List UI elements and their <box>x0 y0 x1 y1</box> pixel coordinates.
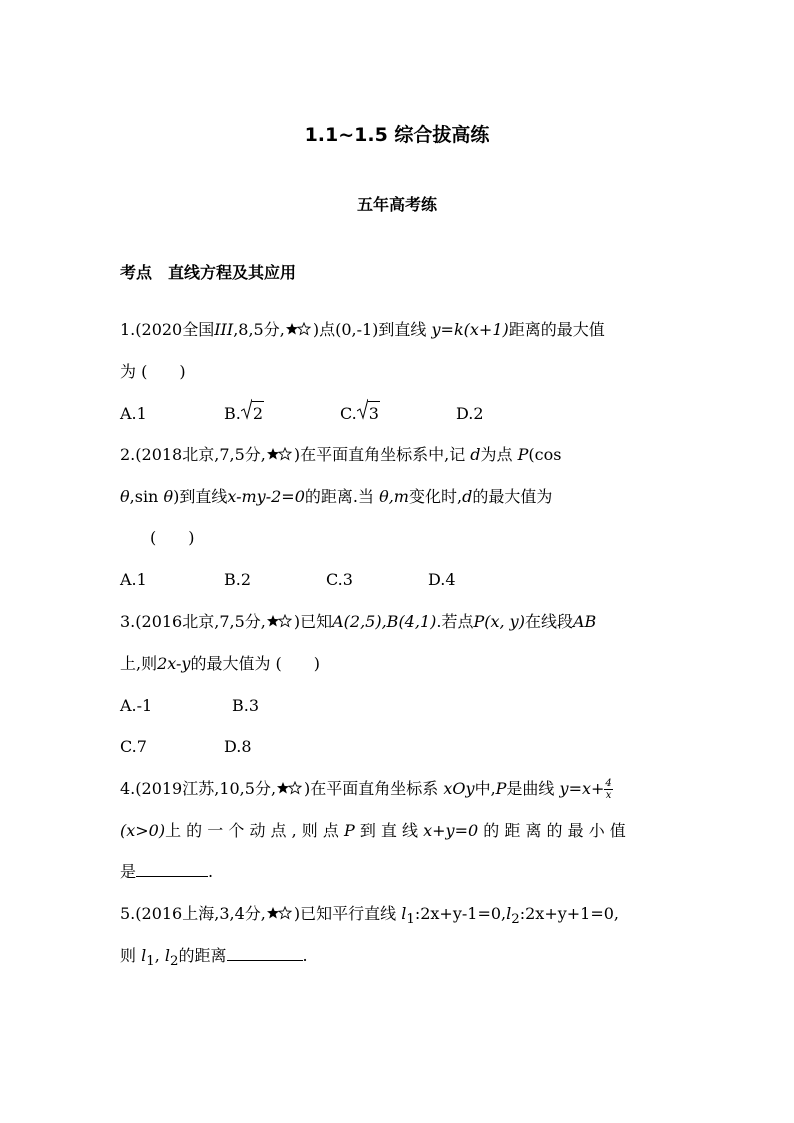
q3-source-pre: 3.(2016北京,7,5分, <box>120 612 266 631</box>
q2-mid: 的距离.当 <box>304 487 374 506</box>
q2-theta-1: θ <box>120 487 130 506</box>
q3-choice-a: A.-1 <box>120 696 153 715</box>
q1-roman: III <box>214 320 234 339</box>
q4-domain: (x>0) <box>120 821 166 840</box>
q2-source-post: )在平面直角坐标系中,记 <box>293 445 466 464</box>
q3-end: 在线段 <box>524 612 573 631</box>
q2-choice-b: B.2 <box>224 570 252 589</box>
q5-l2-sub: 2 <box>511 912 520 928</box>
q1-choice-a: A.1 <box>120 404 147 423</box>
q5-eq1: :2x+y-1=0, <box>414 904 507 923</box>
answer-blank[interactable] <box>227 946 303 961</box>
q4-mid: 中, <box>474 779 496 798</box>
sqrt-symbol <box>357 401 380 426</box>
q5-line2-pre: 则 <box>120 946 137 965</box>
q2-source-pre: 2.(2018北京,7,5分, <box>120 445 266 464</box>
q1-source-mid: ,8,5分, <box>233 320 285 339</box>
q1-sqrt-c-value: 3 <box>368 401 380 426</box>
q2-theta-2: θ <box>163 487 174 506</box>
q2-choice-d: D.4 <box>428 570 456 589</box>
q1-end: 距离的最大值 <box>508 320 605 339</box>
q2-sin: ,sin <box>129 487 164 506</box>
q5-dot: . <box>302 946 308 965</box>
q5-source-pre: 5.(2016上海,3,4分, <box>120 904 266 923</box>
q5-l1-b: l <box>141 946 147 965</box>
q4-frac-den: x <box>605 790 612 801</box>
star-rating-icon <box>286 319 312 343</box>
question-2-line-3: ( ) <box>150 528 195 547</box>
question-5-line-1 <box>120 902 619 932</box>
q1-choice-d: D.2 <box>456 404 484 423</box>
q2-theta-3: θ <box>379 487 389 506</box>
q4-line3-end: . <box>208 862 214 881</box>
q2-m: ,m <box>388 487 409 506</box>
star-rating-icon <box>267 444 293 468</box>
q2-d-2: d <box>462 487 473 506</box>
question-1-line-1 <box>120 318 605 343</box>
star-rating-icon <box>267 611 293 635</box>
q3-ab: AB <box>572 612 597 631</box>
star-rating-icon <box>277 778 303 802</box>
q2-text: )到直线 <box>173 487 228 506</box>
q4-curve: 是曲线 <box>506 779 555 798</box>
q1-source-pre: 1.(2020全国 <box>120 320 215 339</box>
q3-line2-end: 的最大值为 ( ) <box>190 654 321 673</box>
q5-eq2: :2x+y+1=0, <box>519 904 620 923</box>
q4-expr: y=x+ <box>559 779 605 798</box>
q3-source-post: )已知 <box>293 612 333 631</box>
q3-choice-c: C.7 <box>120 737 147 756</box>
q1-choice-b <box>224 401 340 426</box>
q5-l1: l <box>401 904 407 923</box>
q2-choice-c: C.3 <box>326 570 353 589</box>
q2-change: 变化时, <box>408 487 463 506</box>
q4-line2-end: 的 距 离 的 最 小 值 <box>483 821 626 840</box>
question-4-line-2 <box>120 819 626 843</box>
q4-line2-text: 上 的 一 个 动 点 , 则 点 <box>165 821 339 840</box>
q3-expr: 2x-y <box>157 654 191 673</box>
q2-expr: x-my-2=0 <box>227 487 305 506</box>
answer-blank[interactable] <box>136 862 208 877</box>
q4-line2-mid: 到 直 线 <box>359 821 419 840</box>
q5-line2-end: 的距离 <box>178 946 227 965</box>
q3-choice-b: B.3 <box>232 696 260 715</box>
q4-P: P <box>495 779 507 798</box>
section-heading: 考点 直线方程及其应用 <box>120 263 297 282</box>
q5-l1-sub: 1 <box>406 912 415 928</box>
page-title: 1.1~1.5 综合拔高练 <box>304 124 490 146</box>
question-2-line-1 <box>120 443 561 468</box>
q4-P-2: P <box>343 821 355 840</box>
question-3-line-2 <box>120 652 320 676</box>
q4-frac-num: 4 <box>605 778 612 789</box>
q2-d: d <box>470 445 481 464</box>
q5-sep: , <box>154 946 160 965</box>
q2-P: P <box>517 445 529 464</box>
q4-xoy: xOy <box>443 779 475 798</box>
q1-sqrt-b-value: 2 <box>252 401 264 426</box>
question-2-line-2 <box>120 485 552 509</box>
q4-line2-expr: x+y=0 <box>423 821 479 840</box>
question-1-choices <box>120 401 484 426</box>
q2-choice-a: A.1 <box>120 570 147 589</box>
star-rating-icon <box>267 903 293 927</box>
q1-expr: y=k(x+1) <box>431 320 509 339</box>
q4-source-post: )在平面直角坐标系 <box>304 779 439 798</box>
question-4-line-1 <box>120 777 613 802</box>
question-3-line-1 <box>120 610 596 635</box>
question-2-choices <box>120 568 456 592</box>
q2-cos: (cos <box>528 445 562 464</box>
q5-l1-b-sub: 1 <box>146 954 155 970</box>
q5-source-post: )已知平行直线 <box>293 904 397 923</box>
question-3-choices-row-2 <box>120 735 252 759</box>
question-1-line-2: 为 ( ) <box>120 362 186 381</box>
q5-l2-b: l <box>164 946 171 965</box>
question-5-line-2 <box>120 944 308 974</box>
question-4-line-3 <box>120 860 213 884</box>
page-subtitle: 五年高考练 <box>356 195 437 214</box>
q4-line3: 是 <box>120 862 137 881</box>
q4-source-pre: 4.(2019江苏,10,5分, <box>120 779 277 798</box>
q1-choice-c <box>340 401 456 426</box>
q3-points: A(2,5),B(4,1) <box>332 612 437 631</box>
question-3-choices-row-1 <box>120 694 259 718</box>
q3-p: P(x, y) <box>473 612 525 631</box>
q3-line2-pre: 上,则 <box>120 654 158 673</box>
q5-l2: l <box>506 904 512 923</box>
q1-choice-c-label: C. <box>340 404 357 423</box>
q4-fraction <box>604 778 612 801</box>
q3-choice-d: D.8 <box>224 737 252 756</box>
q2-point: 为点 <box>480 445 513 464</box>
q3-mid: .若点 <box>436 612 474 631</box>
sqrt-symbol <box>241 401 264 426</box>
q1-source-post: )点(0,-1)到直线 <box>312 320 427 339</box>
q2-end: 的最大值为 <box>472 487 553 506</box>
q1-choice-b-label: B. <box>224 404 241 423</box>
q5-l2-b-sub: 2 <box>170 954 179 970</box>
